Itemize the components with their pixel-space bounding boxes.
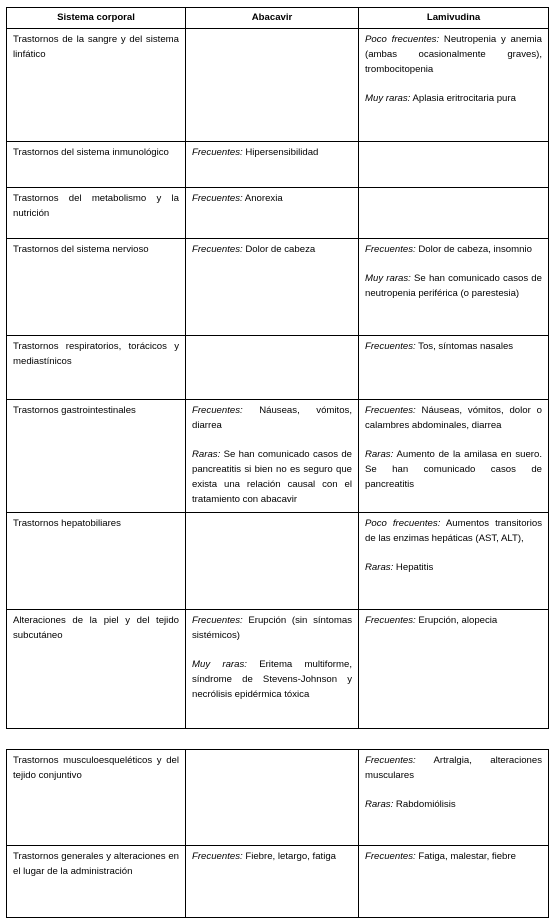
frequency-text: Hepatitis [393, 562, 434, 573]
lamivudina-cell [359, 29, 549, 142]
frequency-label: Raras: [192, 449, 221, 460]
abacavir-cell [186, 750, 359, 846]
system-cell: Trastornos del sistema nervioso [7, 239, 186, 336]
frequency-text: Eritema multiforme, síndrome de Stevens-Johnson y necrólisis epidérmica tóxica [192, 659, 352, 700]
lamivudina-cell [359, 142, 549, 188]
lamivudina-cell [359, 750, 549, 846]
frequency-entry [192, 145, 352, 160]
lamivudina-cell [359, 336, 549, 400]
frequency-label: Raras: [365, 562, 394, 573]
frequency-entry [192, 242, 352, 257]
frequency-text: Aumentos transitorios de las enzimas hepáticas (AST, ALT), [365, 518, 542, 544]
lamivudina-cell [359, 188, 549, 239]
frequency-label: Frecuentes: [365, 615, 416, 626]
frequency-label: Muy raras: [365, 93, 411, 104]
frequency-entry [192, 613, 352, 643]
frequency-text: Fatiga, malestar, fiebre [415, 851, 516, 862]
frequency-text: Dolor de cabeza [242, 244, 316, 255]
lamivudina-cell [359, 400, 549, 513]
frequency-text: Hipersensibilidad [242, 147, 319, 158]
frequency-text: Aplasia eritrocitaria pura [410, 93, 516, 104]
frequency-entry [192, 447, 352, 507]
system-cell: Trastornos hepatobiliares [7, 513, 186, 610]
table-row [7, 750, 549, 846]
frequency-label: Frecuentes: [365, 755, 416, 766]
frequency-label: Frecuentes: [365, 405, 416, 416]
frequency-text: Neutropenia y anemia (ambas ocasionalmente graves), trombocitopenia [365, 34, 543, 75]
frequency-text: Anorexia [242, 193, 283, 204]
abacavir-cell [186, 610, 359, 729]
system-cell: Trastornos del sistema inmunológico [7, 142, 186, 188]
frequency-text: Se han comunicado casos de pancreatitis si bien no es seguro que exista una relación causal con el tratamiento con abacavir [192, 449, 352, 505]
lamivudina-cell [359, 610, 549, 729]
frequency-text: Fiebre, letargo, fatiga [242, 851, 336, 862]
table-row [7, 400, 549, 513]
abacavir-cell [186, 846, 359, 918]
lamivudina-cell [359, 513, 549, 610]
frequency-label: Poco frecuentes: [365, 34, 440, 45]
frequency-label: Frecuentes: [365, 341, 416, 352]
abacavir-cell [186, 188, 359, 239]
frequency-label: Raras: [365, 799, 394, 810]
frequency-label: Frecuentes: [365, 244, 416, 255]
abacavir-cell [186, 513, 359, 610]
frequency-entry [192, 191, 352, 206]
frequency-label: Muy raras: [192, 659, 247, 670]
frequency-label: Frecuentes: [365, 851, 416, 862]
system-cell: Trastornos generales y alteraciones en el lugar de la administración [7, 846, 186, 918]
frequency-entry [365, 849, 542, 864]
frequency-entry [365, 271, 542, 301]
system-cell: Trastornos gastrointestinales [7, 400, 186, 513]
frequency-label: Poco frecuentes: [365, 518, 441, 529]
table-row [7, 29, 549, 142]
frequency-text: Dolor de cabeza, insomnio [415, 244, 532, 255]
table-row [7, 846, 549, 918]
frequency-label: Frecuentes: [192, 147, 243, 158]
system-cell: Trastornos respiratorios, torácicos y mediastínicos [7, 336, 186, 400]
frequency-label: Frecuentes: [192, 405, 243, 416]
frequency-entry [192, 657, 352, 702]
frequency-entry [365, 797, 542, 812]
frequency-entry [192, 849, 352, 864]
adverse-reactions-table-continued [6, 749, 549, 918]
abacavir-cell [186, 29, 359, 142]
adverse-reactions-table [6, 7, 549, 729]
system-cell: Alteraciones de la piel y del tejido subcutáneo [7, 610, 186, 729]
frequency-entry [365, 403, 542, 433]
frequency-text: Artralgia, alteraciones musculares [365, 755, 542, 781]
frequency-text: Tos, síntomas nasales [415, 341, 514, 352]
frequency-entry [365, 91, 542, 106]
table-row [7, 239, 549, 336]
table-row [7, 188, 549, 239]
abacavir-cell [186, 239, 359, 336]
frequency-entry [192, 403, 352, 433]
frequency-text: Rabdomiólisis [393, 799, 456, 810]
frequency-label: Frecuentes: [192, 615, 243, 626]
frequency-label: Raras: [365, 449, 394, 460]
frequency-entry [365, 339, 542, 354]
frequency-entry [365, 242, 542, 257]
frequency-entry [365, 32, 542, 77]
frequency-entry [365, 560, 542, 575]
frequency-entry [365, 613, 542, 628]
header-system: Sistema corporal [7, 8, 186, 29]
header-abacavir: Abacavir [186, 8, 359, 29]
frequency-text: Aumento de la amilasa en suero. Se han comunicado casos de pancreatitis [365, 449, 542, 490]
frequency-entry [365, 516, 542, 546]
table-row [7, 513, 549, 610]
table-row [7, 336, 549, 400]
table-row [7, 610, 549, 729]
frequency-text: Erupción, alopecia [415, 615, 498, 626]
lamivudina-cell [359, 239, 549, 336]
system-cell: Trastornos musculoesqueléticos y del tejido conjuntivo [7, 750, 186, 846]
frequency-label: Frecuentes: [192, 851, 243, 862]
frequency-text: Náuseas, vómitos, dolor o calambres abdominales, diarrea [365, 405, 542, 431]
frequency-entry [365, 447, 542, 492]
abacavir-cell [186, 142, 359, 188]
frequency-label: Frecuentes: [192, 244, 243, 255]
header-row [7, 8, 549, 29]
frequency-entry [365, 753, 542, 783]
header-lamivudina: Lamivudina [359, 8, 549, 29]
lamivudina-cell [359, 846, 549, 918]
frequency-label: Muy raras: [365, 273, 411, 284]
frequency-text: Náuseas, vómitos, diarrea [192, 405, 352, 431]
system-cell: Trastornos de la sangre y del sistema linfático [7, 29, 186, 142]
frequency-text: Se han comunicado casos de neutropenia periférica (o parestesia) [365, 273, 542, 299]
abacavir-cell [186, 400, 359, 513]
abacavir-cell [186, 336, 359, 400]
frequency-label: Frecuentes: [192, 193, 243, 204]
table-row [7, 142, 549, 188]
frequency-text: Erupción (sin síntomas sistémicos) [192, 615, 352, 641]
system-cell: Trastornos del metabolismo y la nutrición [7, 188, 186, 239]
